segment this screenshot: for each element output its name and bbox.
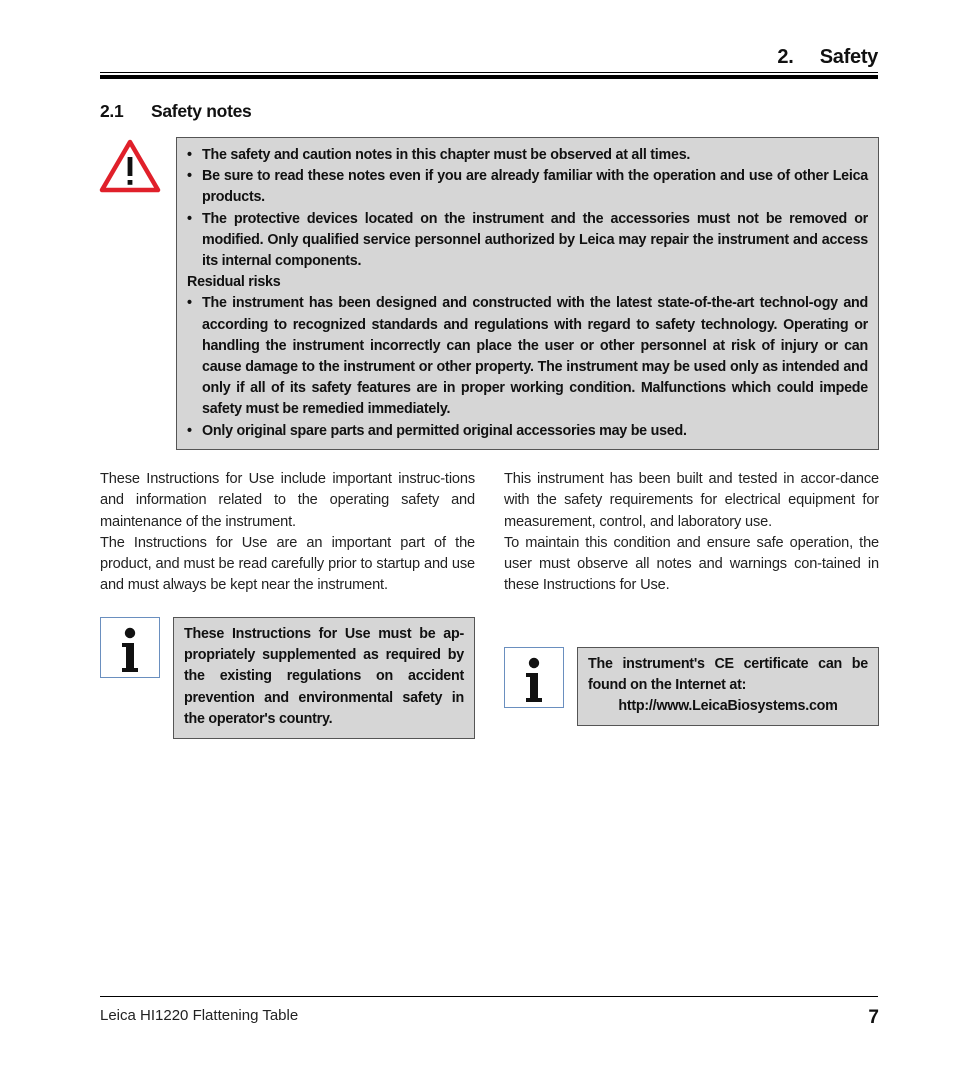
warning-triangle-icon	[99, 139, 161, 193]
note-text: These Instructions for Use must be ap-propriately supplemented as required by the existing regulations on accident prevention and environmental safety in the operator's country.	[184, 626, 464, 727]
footer-product-name: Leica HI1220 Flattening Table	[100, 1007, 299, 1024]
safety-bullets-bottom	[187, 293, 868, 441]
footer-rule	[100, 996, 878, 997]
right-column-text	[504, 469, 879, 597]
section-number: 2.1	[100, 101, 124, 121]
note-box-ce-certificate	[577, 647, 879, 726]
note-text: The instrument's CE certificate can be found on the Internet at:	[588, 656, 868, 694]
header-rule-thick	[100, 75, 878, 79]
safety-bullet: • The instrument has been designed and constructed with the latest state-of-the-art technol-ogy and according to recognized standards and regulations with regard to safety technology. Operating or handling the instrument incorrectly can place the user or other personnel at risk of injury or can cause damage to the instrument or other property. The instrument may be used only as intended and only if all of its safety features are in proper working condition. Malfunctions which could impede safety must be remedied immediately.	[187, 293, 868, 420]
safety-bullet: • The safety and caution notes in this chapter must be observed at all times.	[187, 145, 868, 166]
safety-notes-box	[176, 137, 879, 450]
chapter-title: 2. Safety	[777, 46, 878, 68]
note-box-regulations	[173, 617, 475, 739]
paragraph: These Instructions for Use include important instruc-tions and information related to the operating safety and maintenance of the instrument.	[100, 471, 475, 530]
section-heading: Safety notes	[151, 101, 252, 121]
info-icon	[100, 617, 160, 678]
info-icon	[504, 647, 564, 708]
safety-bullet: • Be sure to read these notes even if you are already familiar with the operation and use of other Leica products.	[187, 166, 868, 208]
paragraph: This instrument has been built and tested in accor-dance with the safety requirements for electrical equipment for measurement, control, and laboratory use.	[504, 471, 879, 530]
website-link[interactable]: http://www.LeicaBiosystems.com	[618, 698, 838, 715]
safety-bullet: • Only original spare parts and permitted original accessories may be used.	[187, 421, 868, 442]
left-column-text	[100, 469, 475, 597]
safety-bullet: • The protective devices located on the instrument and the accessories must not be removed or modified. Only qualified service personnel authorized by Leica may repair the instrument and access its internal components.	[187, 209, 868, 273]
residual-risks-heading: Residual risks	[187, 274, 281, 291]
paragraph: The Instructions for Use are an important part of the product, and must be read carefully prior to startup and use and must always be kept near the instrument.	[100, 534, 475, 594]
header-rule	[100, 72, 878, 73]
paragraph: To maintain this condition and ensure safe operation, the user must observe all notes and warnings con-tained in these Instructions for Use.	[504, 534, 879, 594]
safety-bullets-top	[187, 145, 868, 272]
section-title	[100, 101, 251, 122]
page-number: 7	[868, 1007, 879, 1028]
